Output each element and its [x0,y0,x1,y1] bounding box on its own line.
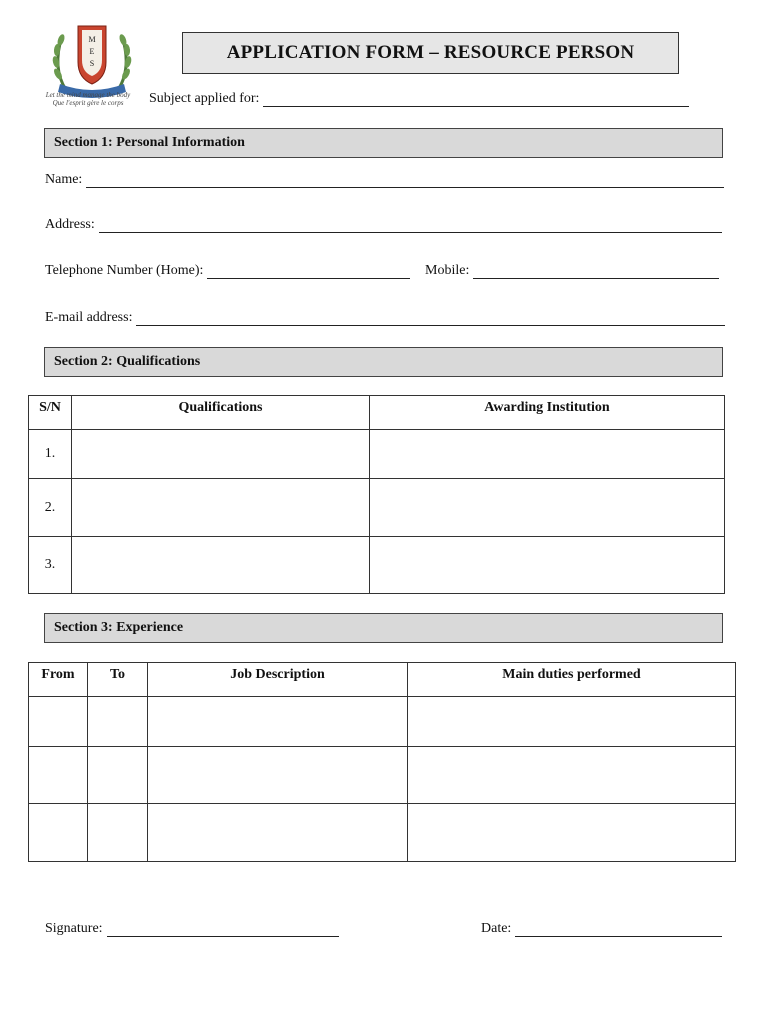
signature-field [45,921,339,937]
section-2-title: Section 2: Qualifications [54,354,201,369]
subject-field [149,91,689,107]
table-header-row [29,396,725,430]
svg-text:M: M [88,35,96,44]
col-qualifications: Qualifications [72,396,370,430]
col-main-duties: Main duties performed [408,663,736,697]
signature-label: Signature: [45,921,103,936]
table-row [29,479,725,537]
table-header-row [29,663,736,697]
date-label: Date: [481,921,512,936]
table-row [29,430,725,479]
name-input-line[interactable] [86,173,724,188]
email-input-line[interactable] [136,311,725,326]
from-cell[interactable] [29,747,88,804]
job-description-cell[interactable] [148,747,408,804]
section-1-title: Section 1: Personal Information [54,135,245,150]
main-duties-cell[interactable] [408,804,736,862]
motto-english: Let the mind manage the body [45,91,131,99]
job-description-cell[interactable] [148,697,408,747]
col-job-description: Job Description [148,663,408,697]
section-1-header [44,128,723,158]
signature-input-line[interactable] [107,922,339,937]
telephone-label: Telephone Number (Home): [45,263,204,278]
institution-cell[interactable] [370,537,725,594]
motto [40,91,136,107]
qualification-cell[interactable] [72,430,370,479]
to-cell[interactable] [88,697,148,747]
form-title-text: APPLICATION FORM – RESOURCE PERSON [226,42,635,63]
telephone-input-line[interactable] [207,264,410,279]
date-input-line[interactable] [515,922,722,937]
col-from: From [29,663,88,697]
col-awarding-institution: Awarding Institution [370,396,725,430]
qualification-cell[interactable] [72,479,370,537]
experience-table [28,662,736,862]
email-label: E-mail address: [45,310,133,325]
email-field [45,310,725,326]
subject-label: Subject applied for: [149,91,260,106]
from-cell[interactable] [29,697,88,747]
svg-text:E: E [89,47,95,56]
to-cell[interactable] [88,747,148,804]
to-cell[interactable] [88,804,148,862]
table-row [29,747,736,804]
institution-cell[interactable] [370,430,725,479]
mobile-input-line[interactable] [473,264,719,279]
qualifications-table [28,395,725,594]
section-3-title: Section 3: Experience [54,620,184,635]
form-title [182,32,679,74]
institution-cell[interactable] [370,479,725,537]
motto-french: Que l'esprit gère le corps [52,99,124,107]
row-number: 1. [29,430,72,479]
telephone-field [45,263,410,279]
address-field [45,217,722,233]
table-row [29,697,736,747]
main-duties-cell[interactable] [408,747,736,804]
address-label: Address: [45,217,95,232]
table-row [29,804,736,862]
section-3-header [44,613,723,643]
row-number: 3. [29,537,72,594]
subject-input-line[interactable] [263,92,689,107]
name-label: Name: [45,172,83,187]
col-to: To [88,663,148,697]
main-duties-cell[interactable] [408,697,736,747]
section-2-header [44,347,723,377]
table-row [29,537,725,594]
name-field [45,172,724,188]
job-description-cell[interactable] [148,804,408,862]
row-number: 2. [29,479,72,537]
svg-text:S: S [89,59,95,68]
mobile-label: Mobile: [425,263,470,278]
qualification-cell[interactable] [72,537,370,594]
date-field [481,921,722,937]
address-input-line[interactable] [99,218,722,233]
mobile-field [425,263,719,279]
col-sn: S/N [29,396,72,430]
from-cell[interactable] [29,804,88,862]
